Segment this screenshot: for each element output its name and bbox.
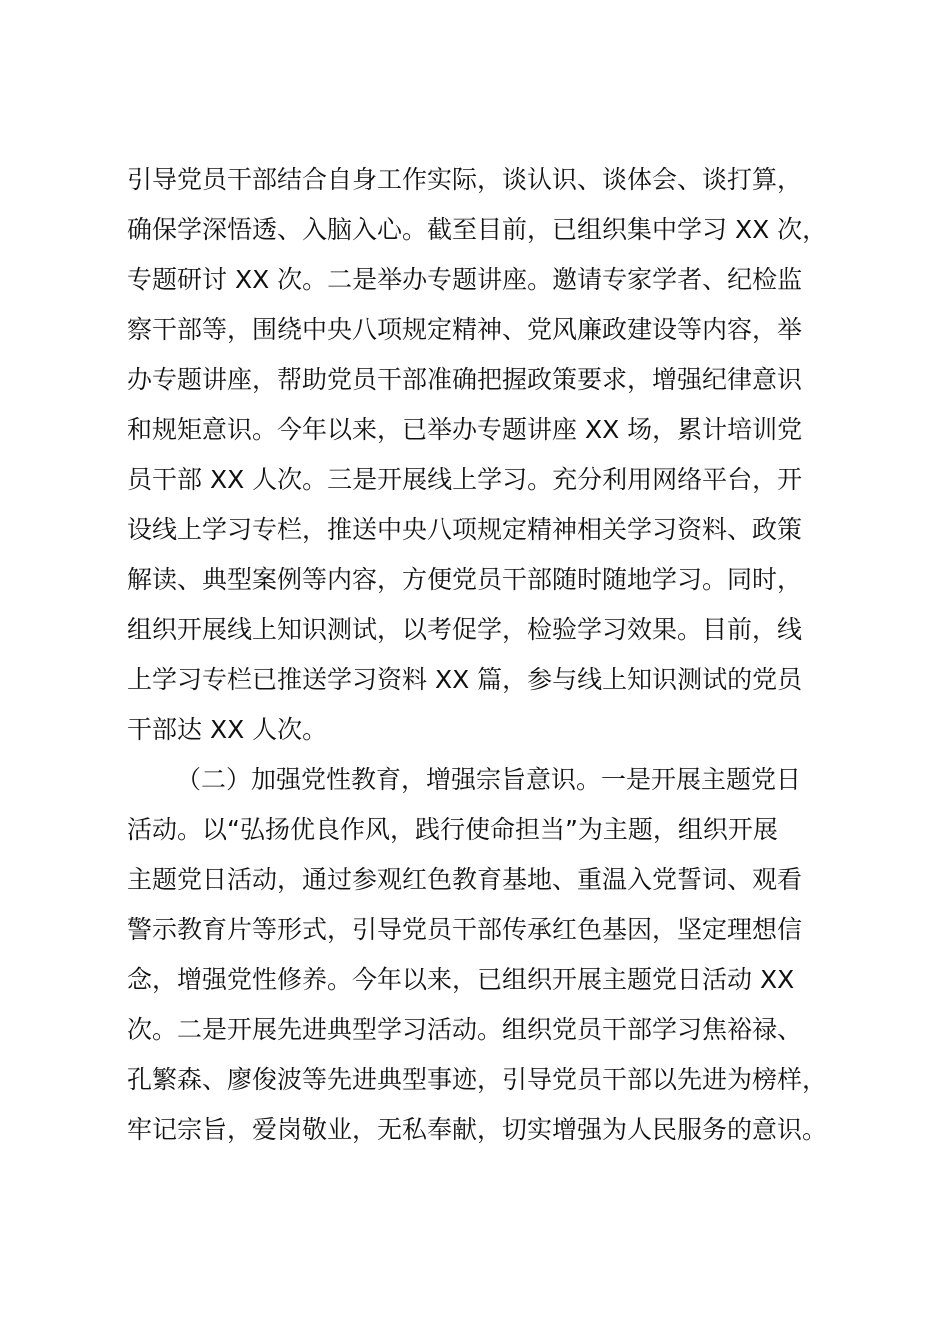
text-line: 干部达 XX 人次。: [127, 715, 328, 744]
text-line: 牢记宗旨，爱岗敬业，无私奉献，切实增强为人民服务的意识。: [127, 1115, 828, 1144]
text-line: 和规矩意识。今年以来，已举办专题讲座 XX 场，累计培训党: [127, 415, 803, 444]
text-line: 上学习专栏已推送学习资料 XX 篇，参与线上知识测试的党员: [127, 665, 803, 694]
text-line: 专题研讨 XX 次。二是举办专题讲座。邀请专家学者、纪检监: [127, 265, 803, 294]
text-line: 主题党日活动，通过参观红色教育基地、重温入党誓词、观看: [127, 865, 803, 894]
text-line: 活动。以“弘扬优良作风，践行使命担当”为主题，组织开展: [127, 815, 778, 844]
text-line: 解读、典型案例等内容，方便党员干部随时随地学习。同时，: [127, 565, 803, 594]
text-line: 警示教育片等形式，引导党员干部传承红色基因，坚定理想信: [127, 915, 803, 944]
body-text: [127, 155, 851, 1155]
text-line: 孔繁森、廖俊波等先进典型事迹，引导党员干部以先进为榜样，: [127, 1065, 828, 1094]
text-line: 办专题讲座，帮助党员干部准确把握政策要求，增强纪律意识: [127, 365, 803, 394]
text-line: 察干部等，围绕中央八项规定精神、党风廉政建设等内容，举: [127, 315, 803, 344]
text-line: 引导党员干部结合自身工作实际，谈认识、谈体会、谈打算，: [127, 165, 803, 194]
text-line: 设线上学习专栏，推送中央八项规定精神相关学习资料、政策: [127, 515, 803, 544]
text-line: 组织开展线上知识测试，以考促学，检验学习效果。目前，线: [127, 615, 803, 644]
text-line: 确保学深悟透、入脑入心。截至目前，已组织集中学习 XX 次，: [127, 215, 828, 244]
text-line: 员干部 XX 人次。三是开展线上学习。充分利用网络平台，开: [127, 465, 803, 494]
text-line: 次。二是开展先进典型学习活动。组织党员干部学习焦裕禄、: [127, 1015, 803, 1044]
section-heading-line: （二）加强党性教育，增强宗旨意识。一是开展主题党日: [176, 765, 802, 794]
text-line: 念，增强党性修养。今年以来，已组织开展主题党日活动 XX: [127, 965, 795, 994]
